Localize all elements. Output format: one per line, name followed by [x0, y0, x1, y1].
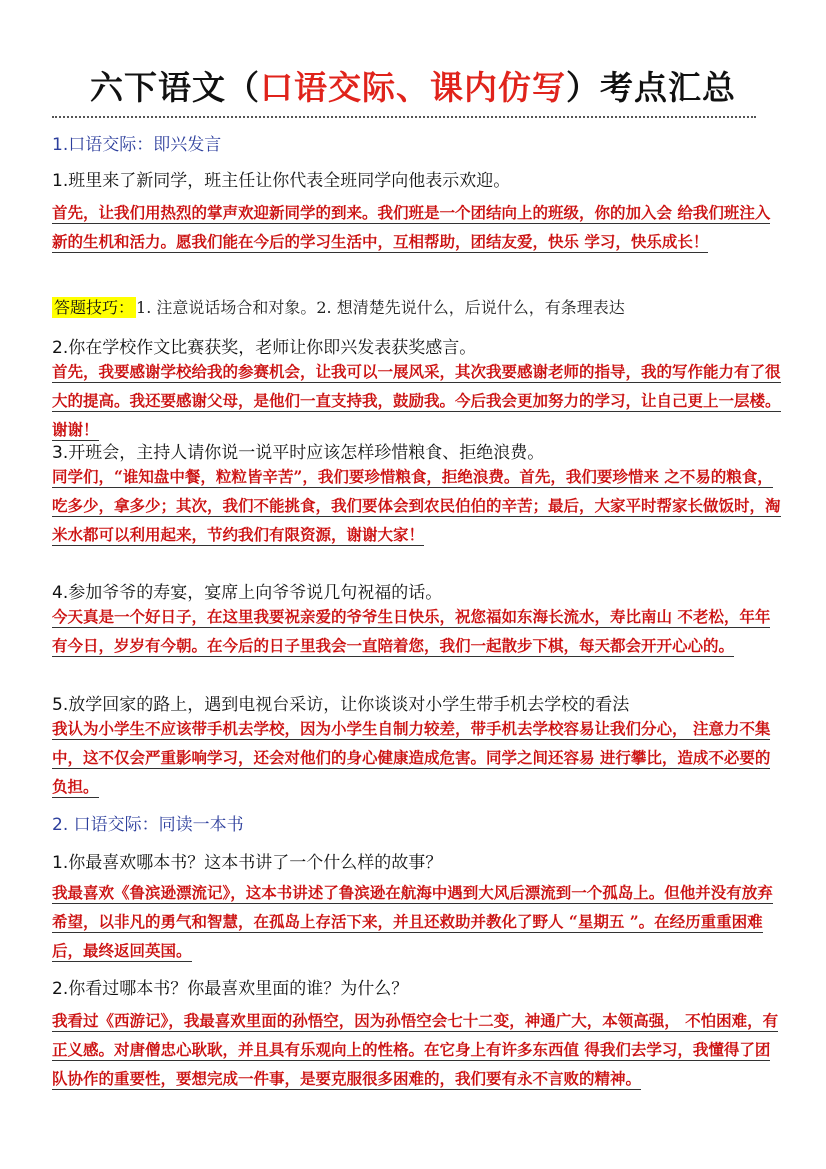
question-2-1: 1.你最喜欢哪本书？这本书讲了一个什么样的故事？ — [52, 853, 443, 873]
question-2-2: 2.你看过哪本书？你最喜欢里面的谁？为什么？ — [52, 979, 409, 999]
tip-text: 1. 注意说话场合和对象。2. 想清楚先说什么，后说什么，有条理表达 — [136, 298, 625, 317]
section-1-heading: 1.口语交际：即兴发言 — [52, 135, 222, 155]
answer-2-1 — [52, 878, 782, 965]
answer-text: 同学们，“谁知盘中餐，粒粒皆辛苦”，我们要珍惜粮食，拒绝浪费。首先，我们要珍惜来 之不易的粮食，吃多少，拿多少；其次，我们不能挑食，我们要体会到农民伯伯的辛苦；最后，大家平时帮家长做饭时，淘米水都可以利用起来，节约我们有限资源，谢谢大家！ — [52, 467, 781, 544]
answer-1-2 — [52, 357, 782, 444]
page-title — [0, 62, 826, 109]
tip-label: 答题技巧： — [54, 298, 135, 317]
answer-1-1 — [52, 198, 782, 256]
question-1-4: 4.参加爷爷的寿宴，宴席上向爷爷说几句祝福的话。 — [52, 583, 443, 603]
answer-text: 今天真是一个好日子，在这里我要祝亲爱的爷爷生日快乐，祝您福如东海长流水，寿比南山 不老松，年年有今日，岁岁有今朝。在今后的日子里我会一直陪着您，我们一起散步下棋，每天都会开开心心的。 — [52, 607, 771, 655]
answer-text: 首先，让我们用热烈的掌声欢迎新同学的到来。我们班是一个团结向上的班级，你的加入会 给我们班注入新的生机和活力。愿我们能在今后的学习生活中，互相帮助，团结友爱，快乐 学习，快乐成长！ — [52, 203, 771, 251]
answer-1-5 — [52, 714, 782, 801]
answer-text: 我认为小学生不应该带手机去学校，因为小学生自制力较差，带手机去学校容易让我们分心， 注意力不集中，这不仅会严重影响学习，还会对他们的身心健康造成危害。同学之间还容易 进行攀比，造成不必要的负担。 — [52, 719, 771, 796]
answer-text: 首先，我要感谢学校给我的参赛机会，让我可以一展风采，其次我要感谢老师的指导，我的写作能力有了很大的提高。我还要感谢父母，是他们一直支持我，鼓励我。今后我会更加努力的学习，让自己更上一层楼。谢谢！ — [52, 362, 781, 439]
answer-tip — [52, 295, 625, 318]
title-part-3: ）考点汇总 — [566, 68, 736, 107]
section-2-heading: 2. 口语交际：同读一本书 — [52, 815, 244, 835]
question-1-1: 1.班里来了新同学，班主任让你代表全班同学向他表示欢迎。 — [52, 171, 511, 191]
answer-1-3 — [52, 462, 782, 549]
title-divider — [52, 116, 756, 118]
answer-text: 我看过《西游记》，我最喜欢里面的孙悟空，因为孙悟空会七十二变，神通广大，本领高强， 不怕困难，有正义感。对唐僧忠心耿耿，并且具有乐观向上的性格。在它身上有许多东西值 得我们去学习，我懂得了团队协作的重要性，要想完成一件事，是要克服很多困难的，我们要有永不言败的精神。 — [52, 1011, 779, 1088]
question-1-5: 5.放学回家的路上，遇到电视台采访，让你谈谈对小学生带手机去学校的看法 — [52, 695, 630, 715]
question-1-3: 3.开班会，主持人请你说一说平时应该怎样珍惜粮食、拒绝浪费。 — [52, 443, 545, 463]
answer-text: 我最喜欢《鲁滨逊漂流记》，这本书讲述了鲁滨逊在航海中遇到大风后漂流到一个孤岛上。但他并没有放弃希望，以非凡的勇气和智慧，在孤岛上存活下来，并且还救助并教化了野人 “星期五 ”。在经历重重困难后，最终返回英国。 — [52, 883, 773, 960]
question-1-2: 2.你在学校作文比赛获奖，老师让你即兴发表获奖感言。 — [52, 338, 477, 358]
answer-2-2 — [52, 1006, 782, 1093]
answer-1-4 — [52, 602, 782, 660]
title-part-2: 口语交际、课内仿写 — [260, 68, 566, 107]
title-part-1: 六下语文（ — [90, 68, 260, 107]
